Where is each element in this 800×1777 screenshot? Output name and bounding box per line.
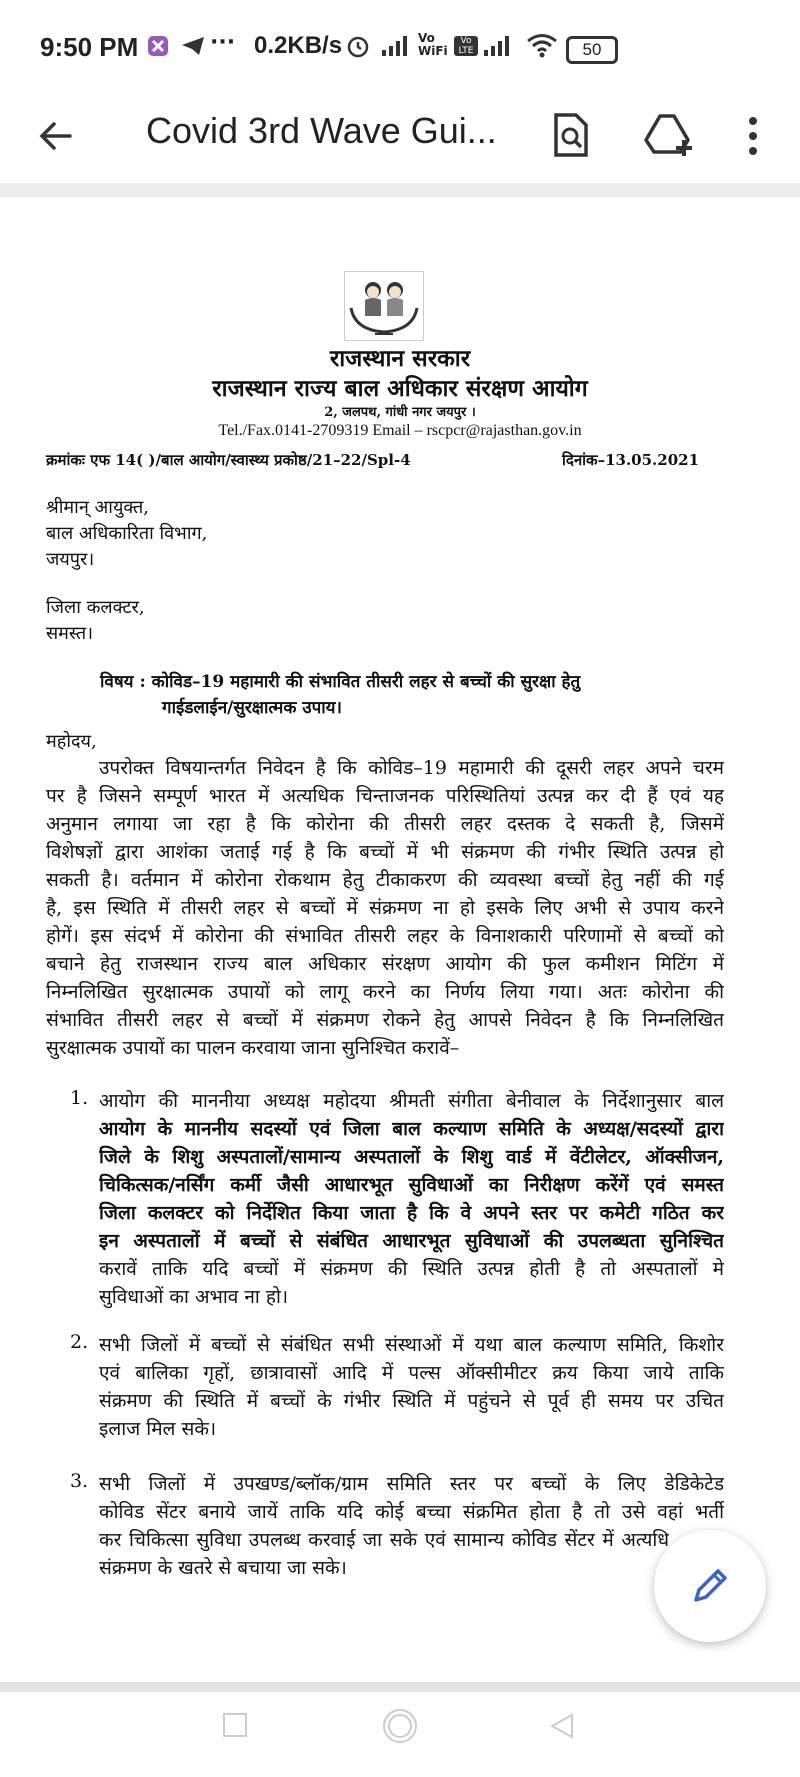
body-line: विशेषज्ञों द्वारा आशंका जताई गई है कि बच्चों में भी संक्रमण की गंभीर स्थिति उत्पन्न हो [46,841,724,863]
item2-line: संक्रमण की स्थिति में बच्चों के गंभीर स्थिति में पहुंचने से पूर्व ही समय पर उचित [99,1390,724,1412]
item2-line: सभी जिलों में बच्चों से संबंधित सभी संस्थाओं में यथा बाल कल्याण समिति, किशोर [99,1334,724,1356]
item1-line: इन अस्पतालों में बच्चों से संबंधित आधारभूत सुविधाओं की उपलब्धता सुनिश्चित [99,1230,724,1252]
app-bar [0,88,800,182]
item3-line: सभी जिलों में उपखण्ड/ब्लॉक/ग्राम समिति स्तर पर बच्चों के लिए डेडिकेटेड [99,1473,724,1495]
item1-line: जिले के शिशु अस्पतालों/सामान्य अस्पतालों के शिशु वार्ड में वेंटीलेटर, ऑक्सीजन, [99,1146,724,1168]
wifi-icon [526,32,558,62]
home-circle-icon[interactable] [382,1708,418,1748]
volte-icon: Vo LTE [454,36,478,56]
toolbar-divider [0,183,800,197]
addressee2-line: समस्त। [46,623,94,644]
item3-line: संक्रमण के खतरे से बचाया जा सके। [99,1557,347,1579]
item1-line: चिकित्सक/नर्सिंग कर्मी जैसी आधारभूत सुविधाओं का निरीक्षण करेंगें एवं समस्त [99,1174,724,1196]
body-line: अनुमान लगाया जा रहा है कि कोरोना की तीसरी लहर दस्तक दे सकती है, जिसमें [46,813,724,835]
recents-square-icon[interactable] [222,1712,248,1742]
header-government: राजस्थान सरकार [329,345,471,372]
item3-line: कर चिकित्सा सुविधा उपलब्ध करवाई जा सके एवं सामान्य कोविड सेंटर में अत्यधि [99,1529,669,1551]
body-line: सुरक्षात्मक उपायों का पालन करवाया जाना सुनिश्चित करावें– [46,1037,460,1059]
item1-line: आयोग के माननीय सदस्यों एवं जिला बाल कल्याण समिति के अध्यक्ष/सदस्यों द्वारा [99,1118,724,1140]
add-to-drive-icon[interactable] [644,112,694,162]
pencil-icon [690,1566,730,1610]
body-line: है, इस स्थिति में तीसरी लहर से बच्चों में संक्रमण ना हो इसके लिए अभी से उपाय करने [46,897,724,919]
item2-line: इलाज मिल सके। [99,1418,217,1440]
app-notification-icon [146,34,170,62]
battery-icon: 50 [566,36,618,64]
letter-date: दिनांक–13.05.2021 [562,451,700,469]
document-title: Covid 3rd Wave Gui... [146,110,497,151]
document-page [0,197,800,1682]
body-line: संभावित तीसरी लहर से बच्चों में संक्रमण रोकने हेतु आपसे निवेदन है कि निम्नलिखित [46,1009,724,1031]
body-line: होगें। इस संदर्भ में कोरोना की संभावित तीसरी लहर के विनाशकारी परिणामों से बच्चों को [46,925,724,947]
edit-fab-button[interactable] [654,1530,766,1642]
item-number: 2. [70,1331,89,1353]
alarm-icon [346,34,370,62]
body-line: सकती है। वर्तमान में कोरोना रोकथाम हेतु टीकाकरण की व्यवस्था बच्चों हेतु नहीं की गई [46,869,724,891]
status-time: 9:50 PM [40,32,139,62]
item1-line: सुविधाओं का अभाव ना हो। [99,1286,289,1308]
status-bar [0,0,800,96]
item-number: 3. [70,1470,89,1492]
addressee-line: श्रीमान् आयुक्त, [46,497,150,518]
salutation: महोदय, [46,731,97,752]
subject-line: गाईडलाईन/सुरक्षात्मक उपाय। [162,698,342,718]
addressee-line: बाल अधिकारिता विभाग, [46,523,208,544]
subject-line: विषय : कोविड–19 महामारी की संभावित तीसरी लहर से बच्चों की सुरक्षा हेतु [100,672,581,692]
addressee2-line: जिला कलक्टर, [46,597,145,618]
item2-line: एवं बालिका गृहों, छात्रावासों आदि में पल्स ऑक्सीमीटर क्रय किया जाये ताकि [99,1362,724,1384]
telegram-icon [180,34,206,62]
body-line: उपरोक्त विषयान्तर्गत निवेदन है कि कोविड–19 महामारी की दूसरी लहर अपने चरम [99,757,724,779]
search-document-icon[interactable] [550,112,590,162]
reference-number: क्रमांकः एफ 14( )/बाल आयोग/स्वास्थ्य प्रकोष्ठ/21–22/Spl-4 [46,451,411,469]
item-number: 1. [70,1087,89,1109]
item1-line: आयोग की माननीया अध्यक्ष महोदया श्रीमती संगीता बेनीवाल के निर्देशानुसार बाल [99,1090,724,1112]
more-options-icon[interactable] [748,116,758,160]
more-notifications-icon: ··· [210,30,236,55]
body-line: पर है जिसने सम्पूर्ण भारत में अत्यधिक चिन्ताजनक परिस्थितियां उत्पन्न कर दी हैं एवं यह [46,785,724,807]
signal-icon-2 [482,34,512,62]
network-speed: 0.2KB/s [254,32,343,59]
vowifi-icon: Vo WiFi [418,31,448,58]
header-contact: Tel./Fax.0141-2709319 Email – rscpcr@rajasthan.gov.in [218,422,582,439]
body-line: निम्नलिखित सुरक्षात्मक उपायों को लागू करने का निर्णय लिया गया। अतः कोरोना की [46,981,724,1003]
item3-line: कोविड सेंटर बनाये जायें ताकि यदि कोई बच्चा संक्रमित होता है तो उसे वहां भर्ती [99,1501,724,1523]
commission-logo [344,271,424,341]
header-commission: राजस्थान राज्य बाल अधिकार संरक्षण आयोग [212,375,588,402]
item1-line: जिला कलक्टर को निर्देशित किया जाता है कि वे अपने स्तर पर कमेटी गठित कर [99,1202,724,1224]
back-triangle-icon[interactable] [548,1712,576,1744]
back-arrow-icon[interactable] [36,116,76,160]
page-bottom-divider [0,1682,800,1692]
body-line: बचाने हेतु राजस्थान राज्य बाल अधिकार संरक्षण आयोग की फुल कमीशन मिटिंग में [46,953,724,975]
header-address: 2, जलपथ, गांधी नगर जयपुर । [324,405,476,420]
signal-icon [380,34,410,62]
system-nav-bar [0,1692,800,1777]
addressee-line: जयपुर। [46,549,95,570]
item1-line: करावें ताकि यदि बच्चों में संक्रमण की स्थिति उत्पन्न होती है तो अस्पतालों मे [99,1258,724,1280]
